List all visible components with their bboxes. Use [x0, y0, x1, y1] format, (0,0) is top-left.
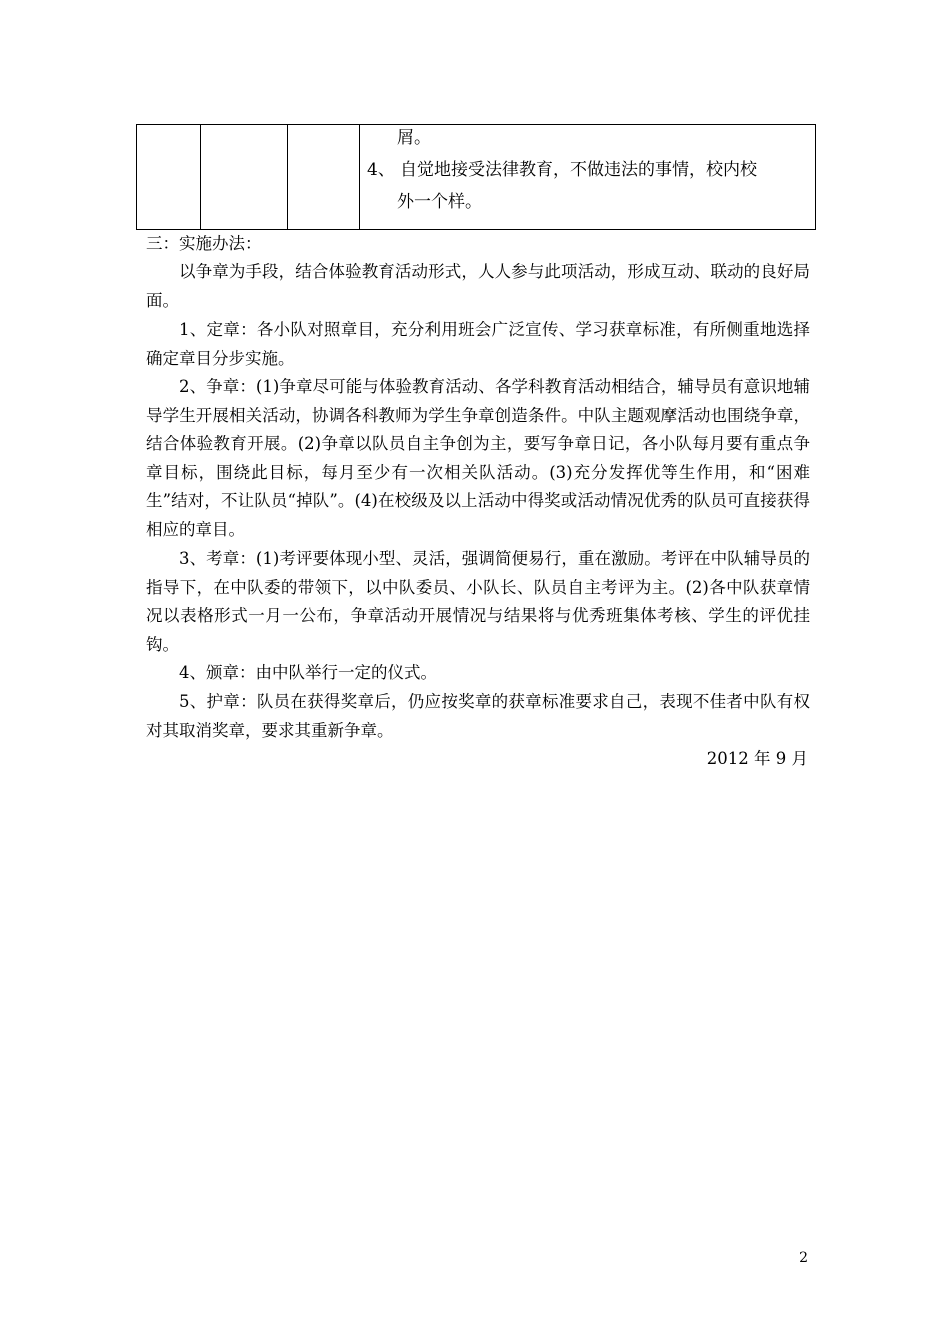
table-column-divider	[200, 125, 201, 229]
paragraph-hu-zhang: 5、护章：队员在获得奖章后，仍应按奖章的获章标准要求自己，表现不佳者中队有权对其取消奖章，要求其重新争章。	[146, 692, 810, 740]
paragraph-zheng-zhang: 2、争章：(1)争章尽可能与体验教育活动、各学科教育活动相结合，辅导员有意识地辅导学生开展相关活动，协调各科教师为学生争章创造条件。中队主题观摩活动也围绕争章，结合体验教育开展。(2)争章以队员自主争创为主，要写争章日记，各小队每月要有重点争章目标，围绕此目标，每月至少有一次相关队活动。(3)充分发挥优等生作用，和“困难生”结对，不让队员“掉队”。(4)在校级及以上活动中得奖或活动情况优秀的队员可直接获得相应的章目。	[146, 377, 810, 539]
table-column-divider	[359, 125, 360, 229]
list-item-text: 自觉地接受法律教育，不做违法的事情，校内校	[400, 160, 757, 180]
table-cell-line: 屑。	[397, 128, 431, 148]
page-number: 2	[799, 1250, 808, 1266]
document-date: 2012 年 9 月	[706, 749, 808, 768]
section-heading: 三：实施办法：	[146, 234, 262, 253]
paragraph-intro: 以争章为手段，结合体验教育活动形式，人人参与此项活动，形成互动、联动的良好局面。	[146, 262, 810, 310]
paragraph-ding-zhang: 1、定章：各小队对照章目，充分利用班会广泛宣传、学习获章标准，有所侧重地选择确定章目分步实施。	[146, 320, 810, 368]
list-item-text-continued: 外一个样。	[397, 192, 482, 212]
list-item-number: 4、	[367, 160, 395, 180]
paragraph-kao-zhang: 3、考章：(1)考评要体现小型、灵活，强调简便易行，重在激励。考评在中队辅导员的指导下，在中队委的带领下，以中队委员、小队长、队员自主考评为主。(2)各中队获章情况以表格形式一月一公布，争章活动开展情况与结果将与优秀班集体考核、学生的评优挂钩。	[146, 549, 810, 654]
table-column-divider	[287, 125, 288, 229]
table-cell-content	[367, 122, 807, 218]
table-list-item-4	[367, 154, 807, 186]
paragraph-ban-zhang: 4、颁章：由中队举行一定的仪式。	[179, 663, 437, 682]
